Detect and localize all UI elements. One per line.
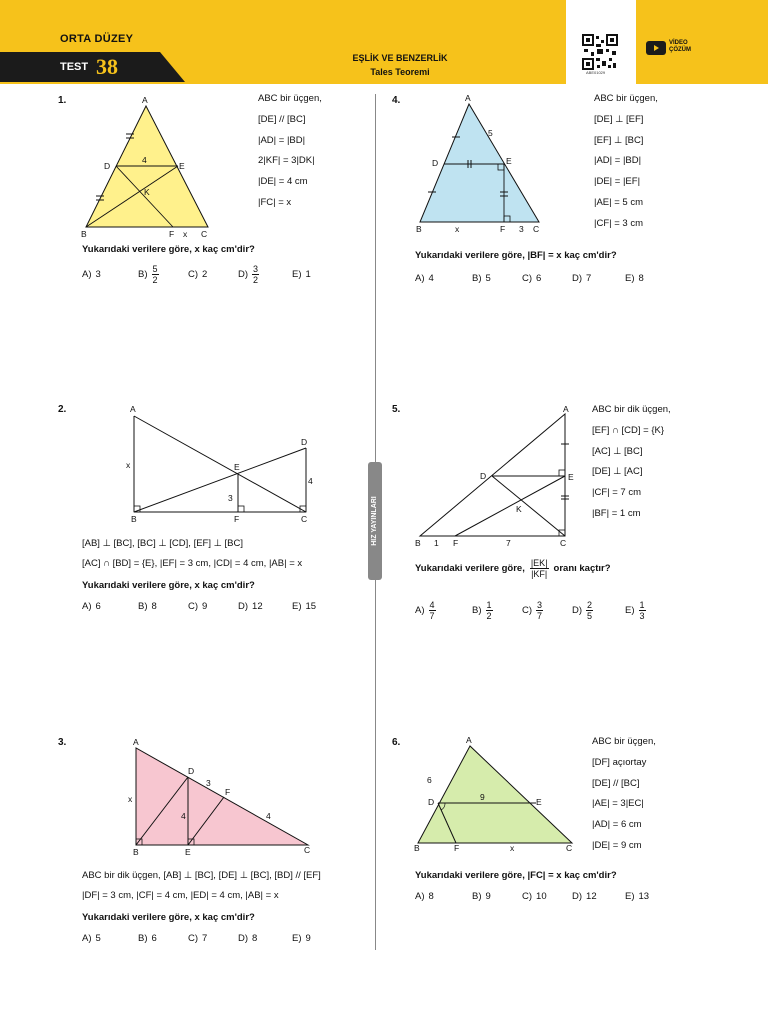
question-number: 6. (392, 737, 401, 748)
point-c-label: C (304, 845, 311, 855)
point-f-label: F (453, 538, 459, 548)
segment-ab-label: x (128, 794, 133, 804)
segment-df-label: 3 (206, 778, 211, 788)
qr-caption: ABE01029 (586, 70, 606, 75)
point-k-label: K (144, 187, 150, 197)
test-label: TEST (60, 61, 89, 73)
point-f-label: F (169, 229, 175, 238)
test-number: 38 (96, 54, 118, 79)
triangle-figure-1 (78, 92, 218, 238)
segment-ef-label: 3 (228, 493, 233, 503)
point-b-label: B (415, 538, 421, 548)
option-e[interactable]: E) 1 (292, 268, 311, 280)
question-text: Yukarıdaki verilere göre, |FC| = x kaç cm'dir? (415, 870, 617, 881)
point-f-label: F (234, 514, 240, 524)
option-a[interactable]: A) 4 (415, 272, 434, 284)
option-b[interactable]: B) $\frac{1}{2}$ (472, 599, 492, 621)
option-b[interactable]: B) $\frac{5}{2}$ (138, 263, 158, 285)
point-d-label: D (480, 471, 487, 481)
point-c-label: C (560, 538, 567, 548)
given-data: ABC bir üçgen, [DE] // [BC] |AD| = |BD| 2|KF| = 3|DK| |DE| = 4 cm |FC| = x (258, 93, 322, 208)
page-title: EŞLİK VE BENZERLİK (352, 53, 448, 63)
option-b[interactable]: B) 6 (138, 932, 157, 944)
point-f-label: F (225, 787, 231, 797)
point-f-label: F (500, 224, 506, 234)
question-number: 1. (58, 95, 67, 106)
figure-5 (410, 402, 586, 550)
option-b[interactable]: B) 8 (138, 600, 157, 612)
point-d-label: D (104, 161, 111, 171)
option-e[interactable]: E) 9 (292, 932, 311, 944)
point-d-label: D (301, 437, 308, 447)
question-text: Yukarıdaki verilere göre, x kaç cm'dir? (82, 244, 255, 255)
option-d[interactable]: D) 12 (238, 600, 263, 612)
segment-bf-label: 1 (434, 538, 439, 548)
segment-cd-label: 4 (308, 476, 313, 486)
option-d[interactable]: D) 8 (238, 932, 258, 944)
point-d-label: D (428, 797, 435, 807)
test-bar (0, 52, 185, 82)
option-b[interactable]: B) 9 (472, 890, 491, 902)
column-divider (375, 580, 376, 950)
point-e-label: E (536, 797, 542, 807)
point-b-label: B (81, 229, 87, 238)
video-solution-label[interactable]: VİDEO ÇÖZÜM (669, 40, 691, 53)
segment-de-label: 9 (480, 792, 485, 802)
question-text: Yukarıdaki verilere göre, |BF| = x kaç cm'dir? (415, 250, 617, 261)
point-b-label: B (133, 847, 139, 857)
point-e-label: E (185, 847, 191, 857)
question-number: 5. (392, 404, 401, 415)
option-a[interactable]: A) 5 (82, 932, 101, 944)
point-e-label: E (568, 472, 574, 482)
qr-code-icon[interactable] (582, 34, 618, 70)
point-e-label: E (179, 161, 185, 171)
option-b[interactable]: B) 5 (472, 272, 491, 284)
point-a-label: A (130, 404, 136, 414)
option-c[interactable]: C) 2 (188, 268, 208, 280)
option-c[interactable]: C) 9 (188, 600, 208, 612)
segment-bf-label: x (455, 224, 460, 234)
point-c-label: C (566, 843, 573, 853)
option-e[interactable]: E) 8 (625, 272, 644, 284)
video-play-icon[interactable] (646, 41, 666, 55)
statement-text: [AB] ⊥ [BC], [BC] ⊥ [CD], [EF] ⊥ [BC] [AC] ∩ [BD] = {E}, |EF| = 3 cm, |CD| = 4 cm, |AB| = x (82, 538, 303, 569)
column-divider (375, 94, 376, 462)
question-text: Yukarıdaki verilere göre, x kaç cm'dir? (82, 912, 255, 923)
point-d-label: D (432, 158, 439, 168)
given-data: ABC bir üçgen, [DF] açıortay [DE] // [BC] |AE| = 3|EC| |AD| = 6 cm |DE| = 9 cm (592, 736, 656, 851)
segment-ad-label: 6 (427, 775, 432, 785)
point-a-label: A (133, 737, 139, 747)
page-subtitle: Tales Teoremi (370, 67, 430, 77)
given-data: ABC bir dik üçgen, [EF] ∩ [CD] = {K} [AC] ⊥ [BC] [DE] ⊥ [AC] |CF| = 7 cm |BF| = 1 cm (592, 404, 671, 519)
option-d[interactable]: D) 12 (572, 890, 597, 902)
triangle-figure-4 (412, 92, 557, 238)
point-c-label: C (301, 514, 308, 524)
point-d-label: D (188, 766, 195, 776)
segment-ab-label: x (126, 460, 131, 470)
point-e-label: E (506, 156, 512, 166)
point-b-label: B (414, 843, 420, 853)
point-a-label: A (563, 404, 569, 414)
figure-2 (120, 402, 320, 526)
point-c-label: C (533, 224, 540, 234)
segment-fc-label: x (510, 843, 515, 853)
point-c-label: C (201, 229, 208, 238)
option-c[interactable]: C) $\frac{3}{7}$ (522, 599, 543, 621)
level-label: ORTA DÜZEY (60, 33, 134, 45)
question-text: Yukarıdaki verilere göre, x kaç cm'dir? (82, 580, 255, 591)
point-a-label: A (142, 95, 148, 105)
option-a[interactable]: A) 8 (415, 890, 434, 902)
option-e[interactable]: E) $\frac{1}{3}$ (625, 599, 645, 621)
segment-ed-label: 4 (181, 811, 186, 821)
segment-cf-label: 4 (266, 811, 271, 821)
point-a-label: A (466, 735, 472, 745)
option-d[interactable]: D) $\frac{3}{2}$ (238, 263, 259, 285)
option-a[interactable]: A) $\frac{4}{7}$ (415, 599, 435, 621)
triangle-figure-6 (410, 735, 580, 859)
question-number: 2. (58, 404, 67, 415)
triangle-figure-3 (124, 735, 324, 859)
option-e[interactable]: E) 15 (292, 600, 317, 612)
segment-fc-label: x (183, 229, 188, 238)
option-d[interactable]: D) $\frac{2}{5}$ (572, 599, 593, 621)
option-e[interactable]: E) 13 (625, 890, 650, 902)
segment-fc-label: 7 (506, 538, 511, 548)
question-text: Yukarıdaki verilere göre, $\frac{|EK|}{|KF|}$ oranı kaçtır? (415, 558, 611, 579)
segment-fc-label: 3 (519, 224, 524, 234)
point-e-label: E (234, 462, 240, 472)
option-a[interactable]: A) 6 (82, 600, 101, 612)
point-a-label: A (465, 93, 471, 103)
segment-de-label: 4 (142, 155, 147, 165)
point-b-label: B (416, 224, 422, 234)
point-k-label: K (516, 504, 522, 514)
point-b-label: B (131, 514, 137, 524)
option-c[interactable]: C) 10 (522, 890, 547, 902)
option-a[interactable]: A) 3 (82, 268, 101, 280)
point-f-label: F (454, 843, 460, 853)
question-number: 3. (58, 737, 67, 748)
given-data: ABC bir üçgen, [DE] ⊥ [EF] [EF] ⊥ [BC] |AD| = |BD| |DE| = |EF| |AE| = 5 cm |CF| = 3 cm (594, 93, 658, 229)
option-c[interactable]: C) 6 (522, 272, 542, 284)
side-label: HIZ YAYINLARI (371, 496, 378, 546)
segment-ae-label: 5 (488, 128, 493, 138)
question-number: 4. (392, 95, 401, 106)
option-d[interactable]: D) 7 (572, 272, 592, 284)
option-c[interactable]: C) 7 (188, 932, 208, 944)
statement-text: ABC bir dik üçgen, [AB] ⊥ [BC], [DE] ⊥ [BC], [BD] // [EF] |DF| = 3 cm, |CF| = 4 cm, |ED| = 4 cm, |AB| = x (82, 870, 321, 901)
